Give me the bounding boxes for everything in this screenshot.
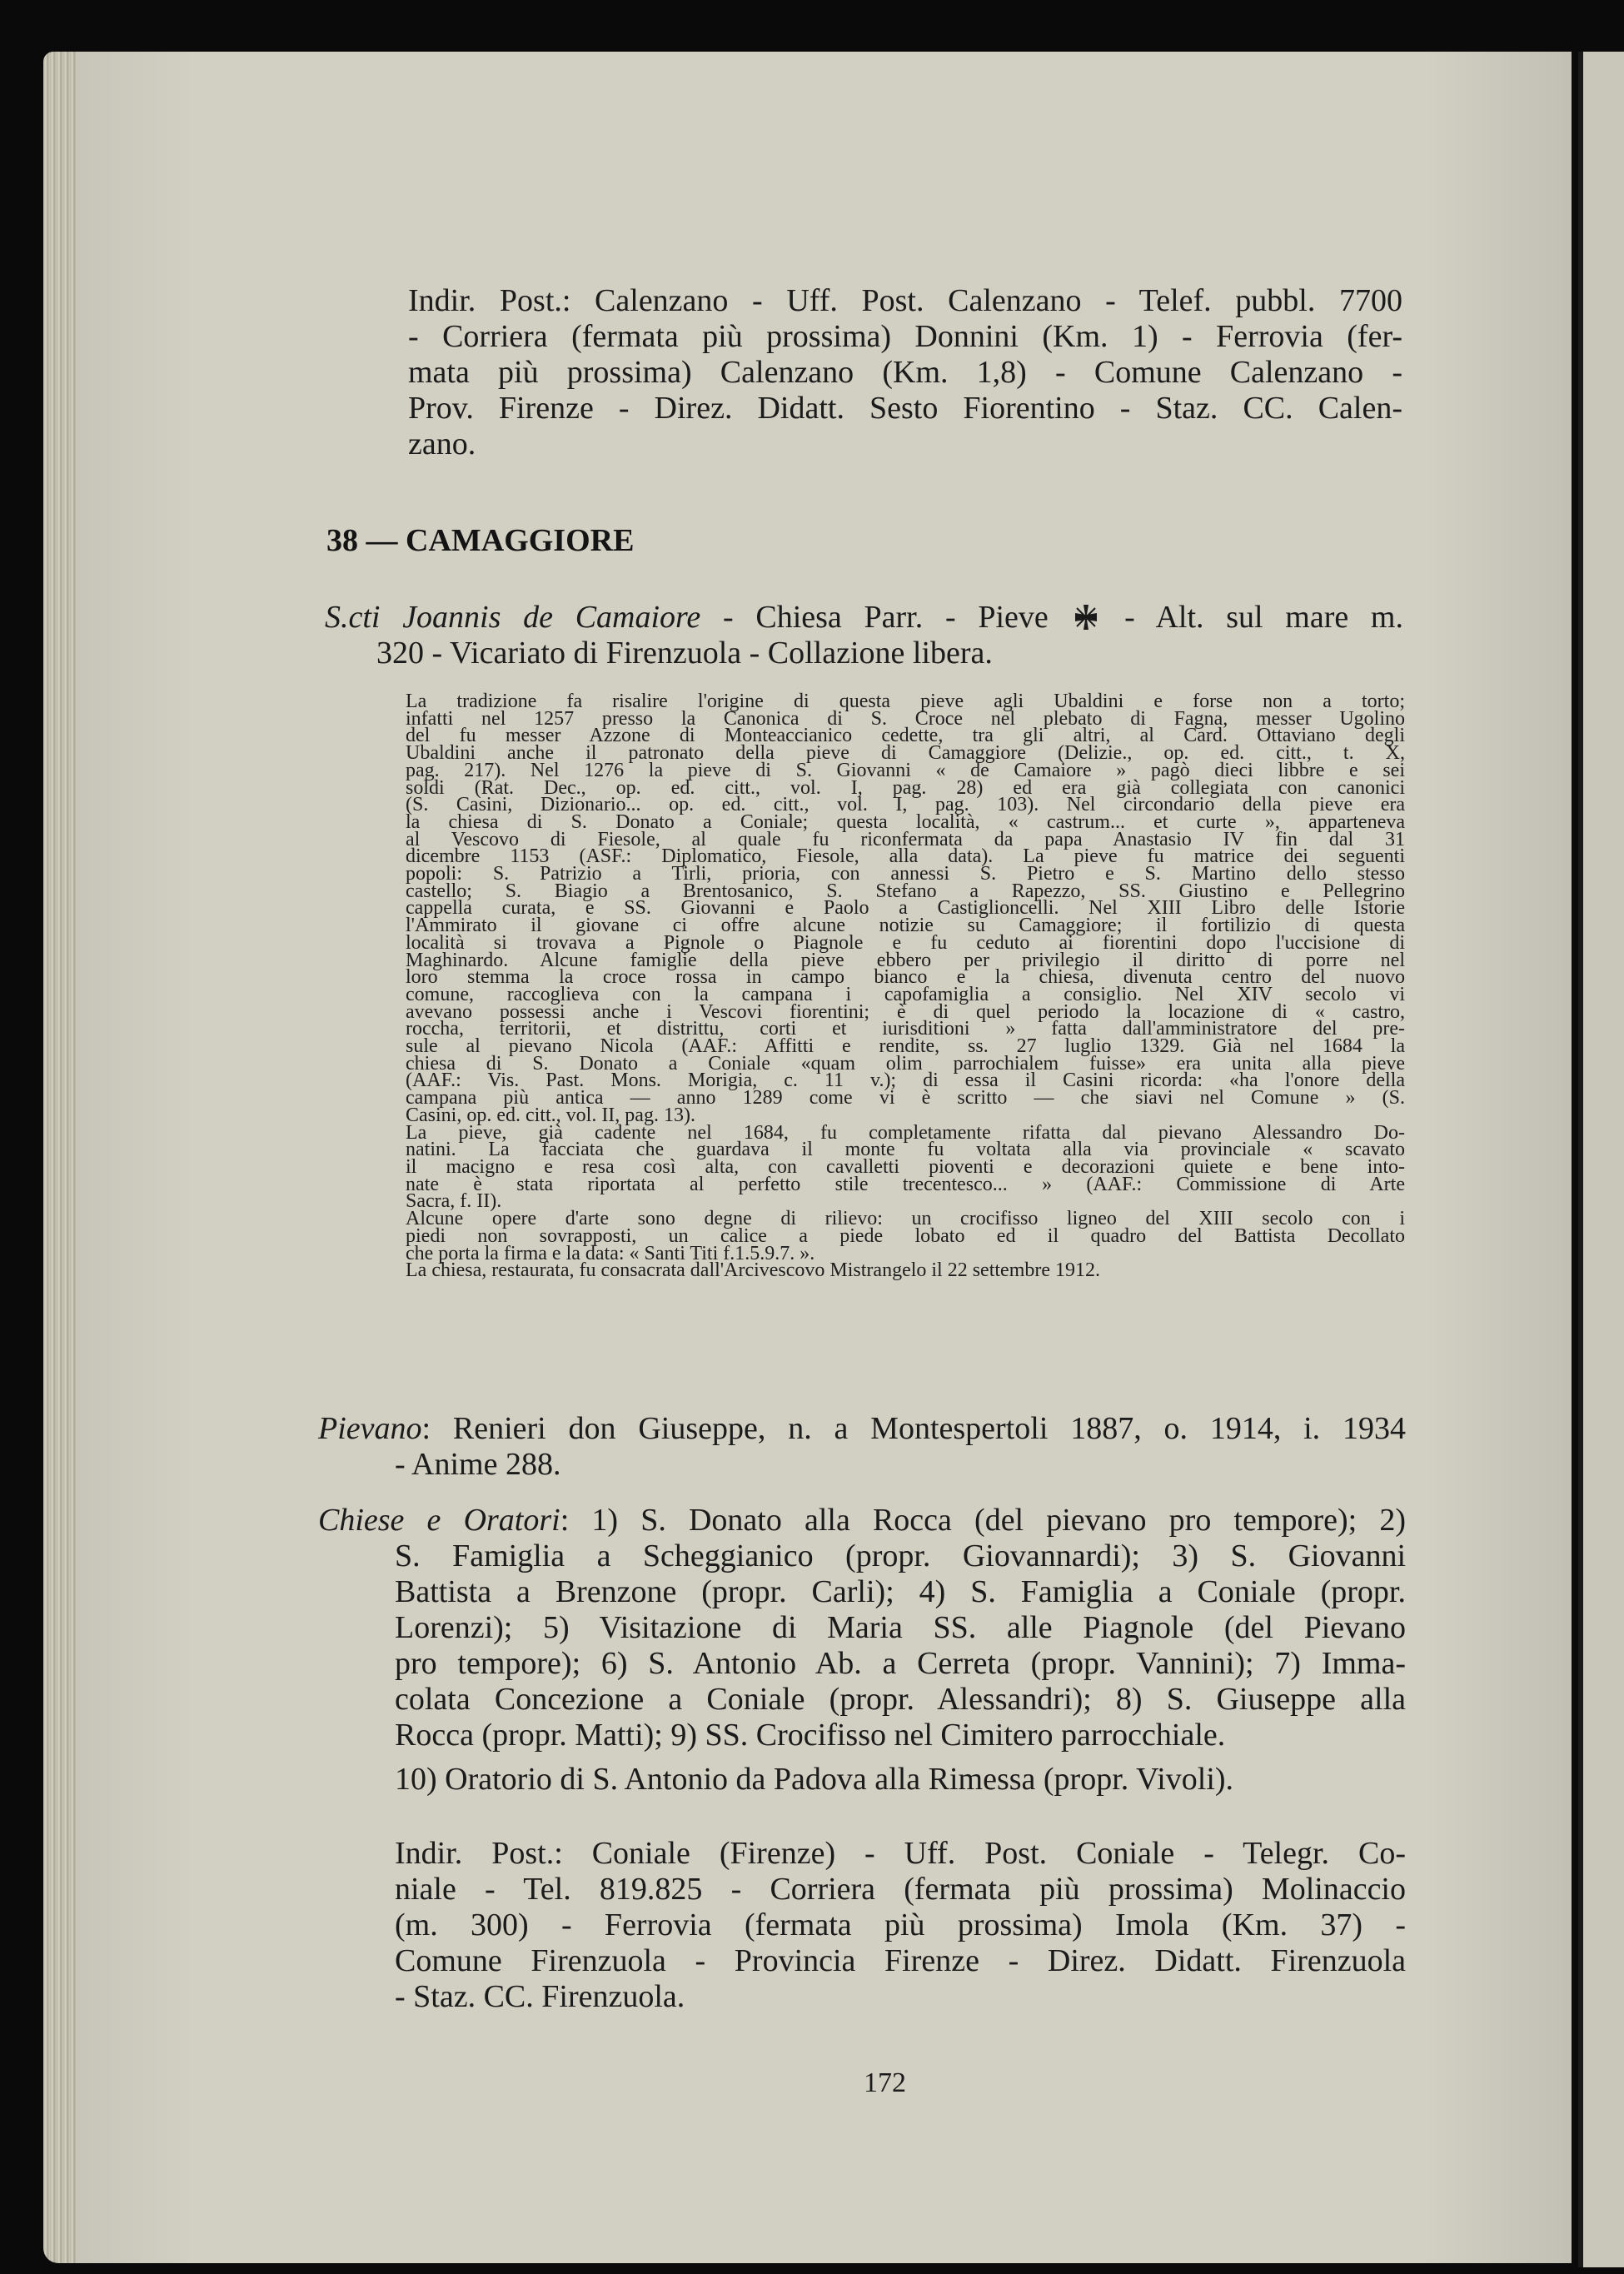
note-line: soldi (Rat. Dec., op. ed. citt., vol. I, pag. 28) ed era già collegiata con canonici xyxy=(406,776,1405,799)
note-line: avevano possessi anche i Vescovi fiorentini; è di quel periodo la locazione di « castro, xyxy=(406,1000,1405,1023)
pievano-line-1 xyxy=(318,1411,1406,1447)
chiese-label: Chiese e Oratori xyxy=(318,1503,560,1538)
chiese-oratori-entry xyxy=(318,1503,1406,1798)
note-line: la chiesa di S. Donato a Coniale; questa località, « castrum... et curte », apparteneva xyxy=(406,810,1405,833)
note-line: popoli: S. Patrizio a Tirli, prioria, con annessi S. Pietro e S. Martino dello stesso xyxy=(406,863,1405,885)
chiese-extra-line: 10) Oratorio di S. Antonio da Padova alla Rimessa (propr. Vivoli). xyxy=(395,1762,1234,1797)
note-line: (S. Casini, Dizionario... op. ed. citt., vol. I, pag. 103). Nel circondario della pieve era xyxy=(406,794,1405,816)
chiese-line: Rocca (propr. Matti); 9) SS. Crocifisso nel Cimitero parrocchiale. xyxy=(395,1718,1226,1753)
note-line: Casini, op. ed. citt., vol. II, pag. 13). xyxy=(406,1104,695,1126)
history-note xyxy=(406,691,1405,1282)
note-line: La tradizione fa risalire l'origine di questa pieve agli Ubaldini e forse non a torto; xyxy=(406,691,1405,712)
chiese-line: S. Famiglia a Scheggianico (propr. Giovannardi); 3) S. Giovanni xyxy=(395,1538,1406,1573)
note-line: Sacra, f. II). xyxy=(406,1190,502,1213)
cross-pattee-icon xyxy=(1074,605,1098,630)
book-page xyxy=(77,52,1572,2263)
address-line: niale - Tel. 819.825 - Corriera (fermata più prossima) Molinaccio xyxy=(395,1872,1406,1907)
note-line: che porta la firma e la data: « Santi Titi f.1.5.9.7. ». xyxy=(406,1242,815,1264)
church-latin-name: S.cti Joannis de Camaiore xyxy=(325,600,701,635)
chiese-list xyxy=(318,1538,1406,1753)
chiese-line: Battista a Brenzone (propr. Carli); 4) S. Famiglia a Coniale (propr. xyxy=(395,1574,1406,1609)
note-line: Ubaldini anche il patronato della pieve di Camaggiore (Delizie., op. ed. citt., t. X, xyxy=(406,742,1405,765)
note-line: Maghinardo. Alcune famiglie della pieve ebbero per privilegio il diritto di porre nel xyxy=(406,949,1405,971)
address-line: (m. 300) - Ferrovia (fermata più prossima) Imola (Km. 37) - xyxy=(395,1907,1406,1942)
address-line: Indir. Post.: Coniale (Firenze) - Uff. Post. Coniale - Telegr. Co- xyxy=(395,1836,1406,1871)
address-line: - Staz. CC. Firenzuola. xyxy=(395,1979,685,2014)
page-number: 172 xyxy=(864,2067,906,2098)
chiese-line: pro tempore); 6) S. Antonio Ab. a Cerreta (propr. Vannini); 7) Imma- xyxy=(395,1646,1406,1681)
note-line: infatti nel 1257 presso la Canonica di S. Croce nel plebato di Fagna, messer Ugolino xyxy=(406,707,1405,730)
address-block-coniale xyxy=(395,1836,1406,2015)
note-line: cappella curata, e SS. Giovanni e Paolo a Castiglioncelli. Nel XIII Libro delle Istorie xyxy=(406,897,1405,920)
address-line: mata più prossima) Calenzano (Km. 1,8) - Comune Calenzano - xyxy=(408,355,1402,390)
note-line: loro stemma la croce rossa in campo bianco e la chiesa, divenuta centro del nuovo xyxy=(406,966,1405,989)
chiese-line: Lorenzi); 5) Visitazione di Maria SS. alle Piagnole (del Pievano xyxy=(395,1610,1406,1645)
note-line: pag. 217). Nel 1276 la pieve di S. Giovanni « de Camaiore » pagò dieci libbre e sei xyxy=(406,759,1405,781)
note-line: località si trovava a Pignole o Piagnole e fu ceduto ai fiorentini dopo l'uccisione di xyxy=(406,931,1405,954)
note-line: (AAF.: Vis. Past. Mons. Morigia, c. 11 v.); di essa il Casini ricorda: «ha l'onore della xyxy=(406,1070,1405,1092)
note-line: natini. La facciata che guardava il monte fu voltata alla via provinciale « scavato xyxy=(406,1139,1405,1161)
address-line: Indir. Post.: Calenzano - Uff. Post. Calenzano - Telef. pubbl. 7700 xyxy=(408,283,1402,318)
pievano-line-2: - Anime 288. xyxy=(395,1447,561,1482)
note-line: Alcune opere d'arte sono degne di rilievo: un crocifisso ligneo del XIII secolo con i xyxy=(406,1208,1405,1230)
note-line: campana più antica — anno 1289 come vi è scritto — che siavi nel Comune » (S. xyxy=(406,1087,1405,1110)
chiese-line: colata Concezione a Coniale (propr. Alessandri); 8) S. Giuseppe alla xyxy=(395,1682,1406,1717)
note-line: il macigno e resa così alta, con cavalletti pioventi e decorazioni quiete e bene into- xyxy=(406,1155,1405,1178)
note-line: al Vescovo di Fiesole, al quale fu riconfermata da papa Anastasio IV fin dal 31 xyxy=(406,828,1405,850)
address-line: Comune Firenzuola - Provincia Firenze - Direz. Didatt. Firenzuola xyxy=(395,1943,1406,1978)
church-title xyxy=(325,600,1403,671)
address-line: zano. xyxy=(408,426,476,461)
note-line: La pieve, già cadente nel 1684, fu completamente rifatta dal pievano Alessandro Do- xyxy=(406,1121,1405,1144)
address-line: Prov. Firenze - Direz. Didatt. Sesto Fiorentino - Staz. CC. Calen- xyxy=(408,391,1402,426)
chiese-text: : 1) S. Donato alla Rocca (del pievano pro tempore); 2) xyxy=(560,1503,1406,1538)
note-line: castello; S. Biagio a Brentosanico, S. Stefano a Rapezzo, SS. Giustino e Pellegrino xyxy=(406,880,1405,902)
note-line: comune, raccoglieva con la campana i capofamiglia a consiglio. Nel XIV secolo vi xyxy=(406,983,1405,1005)
address-line: - Corriera (fermata più prossima) Donnini (Km. 1) - Ferrovia (fer- xyxy=(408,319,1402,354)
pievano-label: Pievano xyxy=(318,1411,422,1446)
church-title-line-2: 320 - Vicariato di Firenzuola - Collazione libera. xyxy=(376,636,993,671)
church-title-text-a: - Chiesa Parr. - Pieve xyxy=(700,600,1071,635)
chiese-line-1 xyxy=(318,1503,1406,1538)
note-line: chiesa di S. Donato a Coniale «quam olim parrochialem fuisse» era unita alla pieve xyxy=(406,1052,1405,1075)
note-line: del fu messer Azzone di Monteaccianico cedette, tra gli altri, al Card. Ottaviano degli xyxy=(406,725,1405,747)
note-line: piedi non sovrapposti, un calice a piede lobato ed il quadro del Battista Decollato xyxy=(406,1224,1405,1247)
pievano-entry xyxy=(318,1411,1406,1483)
note-line: nate è stata riportata al perfetto stile trecentesco... » (AAF.: Commissione di Arte xyxy=(406,1173,1405,1195)
note-line: roccha, territorii, et distrittu, corti et iurisditioni » fatta dall'amministratore del pre- xyxy=(406,1018,1405,1040)
note-line: l'Ammirato il giovane ci offre alcune notizie su Camaggiore; il fortilizio di questa xyxy=(406,915,1405,937)
pievano-text: : Renieri don Giuseppe, n. a Montespertoli 1887, o. 1914, i. 1934 xyxy=(421,1411,1406,1446)
note-line: sule al pievano Nicola (AAF.: Affitti e rendite, ss. 27 luglio 1329. Già nel 1684 la xyxy=(406,1035,1405,1058)
church-title-line-1 xyxy=(325,600,1403,636)
note-line: dicembre 1153 (ASF.: Diplomatico, Fiesole, alla data). La pieve fu matrice dei seguenti xyxy=(406,845,1405,868)
address-block-calenzano xyxy=(408,283,1402,462)
section-heading: 38 — CAMAGGIORE xyxy=(326,523,635,558)
church-title-text-b: - Alt. sul mare m. xyxy=(1102,600,1403,635)
next-page-edge xyxy=(1578,52,1624,2267)
note-line: La chiesa, restaurata, fu consacrata dall'Arcivescovo Mistrangelo il 22 settembre 1912. xyxy=(406,1259,1101,1282)
